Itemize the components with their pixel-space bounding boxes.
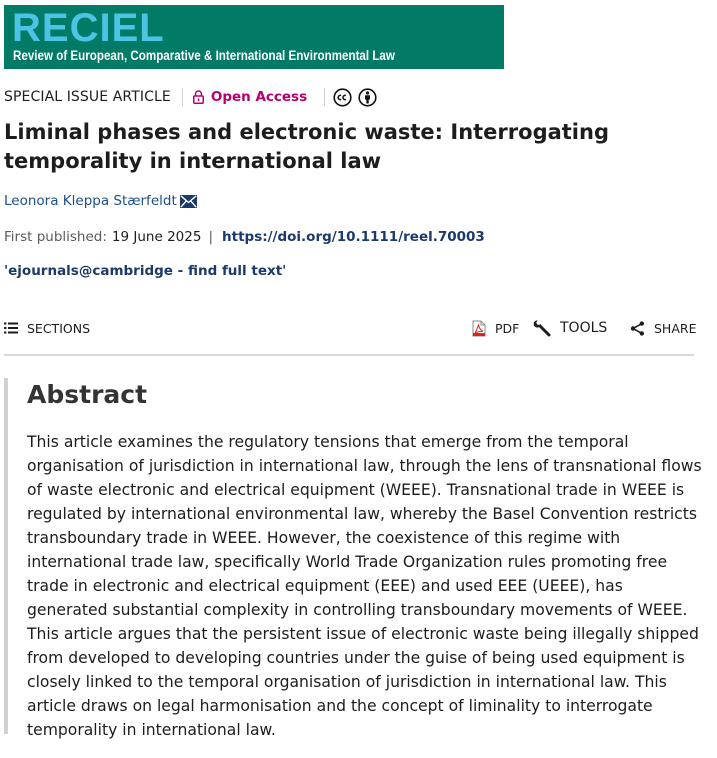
divider: [324, 88, 325, 106]
tools-label: TOOLS: [560, 320, 608, 336]
journal-full-name: Review of European, Comparative & International Environmental Law: [13, 48, 395, 63]
article-type: SPECIAL ISSUE ARTICLE: [4, 89, 171, 105]
publication-info: [4, 229, 485, 245]
creative-commons-icon: [333, 88, 352, 107]
pdf-icon: [472, 320, 486, 337]
full-text-link[interactable]: 'ejournals@cambridge - find full text': [4, 263, 287, 279]
article-toolbar: [4, 316, 697, 340]
pdf-label: PDF: [495, 320, 520, 336]
article-meta-row: [4, 86, 377, 108]
abstract-accent-bar: [4, 378, 8, 734]
attribution-icon: [358, 88, 377, 107]
padlock-icon: [193, 90, 204, 104]
author-link[interactable]: [4, 193, 197, 209]
license-icons[interactable]: [333, 88, 377, 107]
list-icon: [4, 322, 18, 334]
doi-link[interactable]: https://doi.org/10.1111/reel.70003: [222, 229, 485, 245]
toolbar-divider: [4, 354, 694, 356]
share-button[interactable]: [630, 316, 696, 340]
envelope-icon[interactable]: [180, 195, 197, 208]
separator: |: [208, 229, 214, 245]
abstract-text: This article examines the regulatory tensions that emerge from the temporal organisation of jurisdiction in international law, through the lens of transnational flows of waste electronic and electrical equipment (WEEE). Transnational trade in WEEE is regulated by international environmental law, whereby the Basel Convention restricts transboundary trade in WEEE. However, the coexistence of this regime with international trade law, specifically World Trade Organization rules promoting free trade in electronic and electrical equipment (EEE) and used EEE (UEEE), has generated substantial complexity in controlling transboundary movements of WEEE. This article argues that the persistent issue of electronic waste being illegally shipped from developed to developing countries under the guise of being used equipment is closely linked to the temporal organisation of jurisdiction in international law. This article draws on legal harmonisation and the concept of liminality to interrogate temporality in international law.: [27, 433, 702, 739]
pdf-button[interactable]: [472, 316, 519, 340]
author-name: Leonora Kleppa Stærfeldt: [4, 193, 177, 209]
first-published-label: First published:: [4, 229, 107, 245]
share-label: SHARE: [654, 320, 697, 336]
open-access-label: Open Access: [210, 89, 308, 105]
journal-banner[interactable]: [4, 5, 504, 69]
divider: [182, 88, 183, 106]
first-published-date: 19 June 2025: [111, 229, 202, 245]
sections-label: SECTIONS: [27, 320, 91, 336]
sections-button[interactable]: [4, 316, 90, 340]
tools-button[interactable]: [533, 316, 607, 340]
open-access-badge[interactable]: [193, 89, 307, 105]
journal-logo: RECIEL: [12, 6, 165, 50]
share-icon: [630, 321, 645, 336]
article-title: Liminal phases and electronic waste: Interrogating temporality in international law: [4, 120, 609, 173]
wrench-icon: [533, 319, 551, 337]
abstract-heading: Abstract: [27, 380, 148, 409]
